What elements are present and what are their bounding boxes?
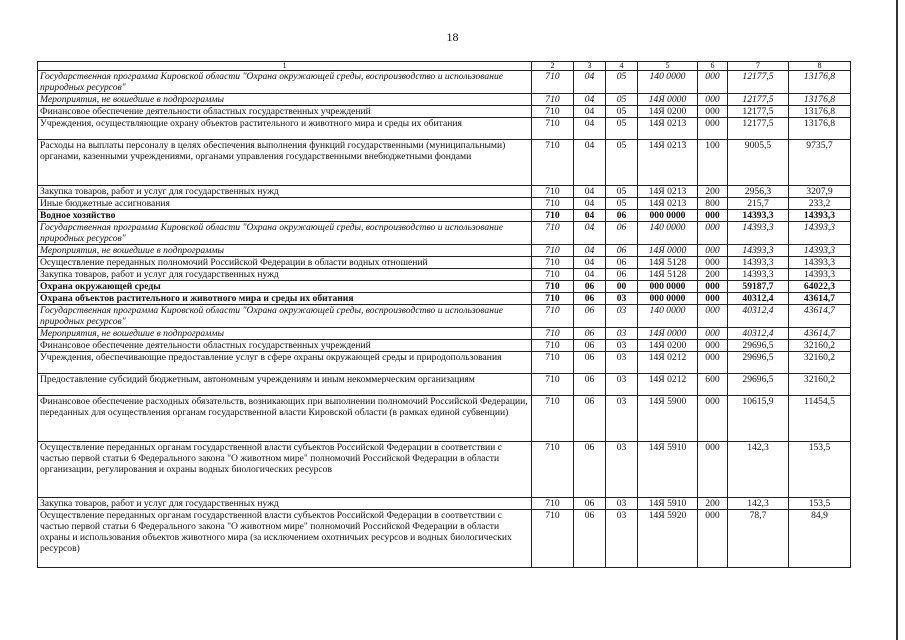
amount-next-cell: 13176,8 xyxy=(789,94,851,106)
subsection-cell: 03 xyxy=(606,352,638,374)
admin-code-cell: 710 xyxy=(532,442,574,498)
table-header-row xyxy=(38,62,851,71)
section-cell: 04 xyxy=(574,210,606,222)
section-cell: 06 xyxy=(574,396,606,442)
admin-code-cell: 710 xyxy=(532,293,574,305)
expense-type-cell: 000 xyxy=(698,396,728,442)
amount-cell: 29696,5 xyxy=(728,374,789,396)
table-row xyxy=(38,257,851,269)
amount-next-cell: 13176,8 xyxy=(789,118,851,140)
amount-next-cell: 14393,3 xyxy=(789,257,851,269)
page-number: 18 xyxy=(446,30,459,44)
amount-cell: 14393,3 xyxy=(728,269,789,281)
section-cell: 04 xyxy=(574,106,606,118)
admin-code-cell: 710 xyxy=(532,94,574,106)
section-cell: 04 xyxy=(574,269,606,281)
expense-type-cell: 200 xyxy=(698,269,728,281)
subsection-cell: 05 xyxy=(606,186,638,198)
row-name-cell: Финансовое обеспечение расходных обязательств, возникающих при выполнении полномочий Российской Федерации, переданных для осуществления органам государственной власти Кировской области (в рамках единой субвенции) xyxy=(38,396,532,442)
expense-type-cell: 000 xyxy=(698,71,728,94)
row-name-cell: Охрана объектов растительного и животного мира и среды их обитания xyxy=(38,293,532,305)
amount-next-cell: 32160,2 xyxy=(789,352,851,374)
amount-next-cell: 233,2 xyxy=(789,198,851,210)
section-cell: 06 xyxy=(574,352,606,374)
admin-code-cell: 710 xyxy=(532,106,574,118)
amount-cell: 78,7 xyxy=(728,510,789,568)
expense-type-cell: 000 xyxy=(698,328,728,340)
section-cell: 04 xyxy=(574,94,606,106)
row-name-cell: Государственная программа Кировской области "Охрана окружающей среды, воспроизводство и использование природных ресурсов" xyxy=(38,305,532,328)
amount-cell: 14393,3 xyxy=(728,222,789,245)
target-code-cell: 14Я 5920 xyxy=(638,510,698,568)
target-code-cell: 14Я 5128 xyxy=(638,269,698,281)
amount-next-cell: 43614,7 xyxy=(789,328,851,340)
subsection-cell: 05 xyxy=(606,71,638,94)
amount-next-cell: 43614,7 xyxy=(789,305,851,328)
row-name-cell: Осуществление переданных органам государственной власти субъектов Российской Федерации в соответствии с частью первой статьи 6 Федерального закона "О животном мире" полномочий Российской Федерации в области организации, регулирования и охраны водных биологических ресурсов xyxy=(38,442,532,498)
subsection-cell: 06 xyxy=(606,245,638,257)
section-cell: 06 xyxy=(574,498,606,510)
target-code-cell: 14Я 5900 xyxy=(638,396,698,442)
amount-cell: 29696,5 xyxy=(728,352,789,374)
amount-cell: 9005,5 xyxy=(728,140,789,186)
table-row xyxy=(38,293,851,305)
expense-type-cell: 100 xyxy=(698,140,728,186)
target-code-cell: 14Я 0213 xyxy=(638,140,698,186)
target-code-cell: 14Я 0213 xyxy=(638,118,698,140)
section-cell: 04 xyxy=(574,140,606,186)
amount-next-cell: 14393,3 xyxy=(789,269,851,281)
subsection-cell: 00 xyxy=(606,281,638,293)
admin-code-cell: 710 xyxy=(532,245,574,257)
admin-code-cell: 710 xyxy=(532,269,574,281)
target-code-cell: 14Я 0000 xyxy=(638,245,698,257)
table-row xyxy=(38,340,851,352)
expense-type-cell: 000 xyxy=(698,257,728,269)
amount-cell: 14393,3 xyxy=(728,210,789,222)
col-header-4: 4 xyxy=(606,62,638,71)
amount-cell: 14393,3 xyxy=(728,245,789,257)
amount-next-cell: 11454,5 xyxy=(789,396,851,442)
expense-type-cell: 000 xyxy=(698,442,728,498)
amount-next-cell: 14393,3 xyxy=(789,222,851,245)
subsection-cell: 06 xyxy=(606,257,638,269)
section-cell: 06 xyxy=(574,328,606,340)
amount-cell: 215,7 xyxy=(728,198,789,210)
subsection-cell: 03 xyxy=(606,374,638,396)
subsection-cell: 05 xyxy=(606,198,638,210)
subsection-cell: 03 xyxy=(606,293,638,305)
target-code-cell: 140 0000 xyxy=(638,305,698,328)
section-cell: 04 xyxy=(574,222,606,245)
target-code-cell: 14Я 5910 xyxy=(638,498,698,510)
table-row xyxy=(38,94,851,106)
target-code-cell: 14Я 0212 xyxy=(638,352,698,374)
admin-code-cell: 710 xyxy=(532,396,574,442)
subsection-cell: 03 xyxy=(606,340,638,352)
table-row xyxy=(38,281,851,293)
row-name-cell: Финансовое обеспечение деятельности областных государственных учреждений xyxy=(38,106,532,118)
expense-type-cell: 000 xyxy=(698,340,728,352)
amount-next-cell: 13176,8 xyxy=(789,106,851,118)
table-row xyxy=(38,498,851,510)
target-code-cell: 14Я 5128 xyxy=(638,257,698,269)
expense-type-cell: 000 xyxy=(698,293,728,305)
table-row xyxy=(38,442,851,498)
amount-cell: 10615,9 xyxy=(728,396,789,442)
col-header-3: 3 xyxy=(574,62,606,71)
table-row xyxy=(38,328,851,340)
target-code-cell: 000 0000 xyxy=(638,210,698,222)
target-code-cell: 140 0000 xyxy=(638,222,698,245)
target-code-cell: 14Я 0200 xyxy=(638,340,698,352)
col-header-6: 6 xyxy=(698,62,728,71)
amount-next-cell: 153,5 xyxy=(789,442,851,498)
row-name-cell: Водное хозяйство xyxy=(38,210,532,222)
amount-next-cell: 32160,2 xyxy=(789,374,851,396)
section-cell: 06 xyxy=(574,281,606,293)
amount-next-cell: 14393,3 xyxy=(789,210,851,222)
budget-table xyxy=(37,61,851,568)
row-name-cell: Иные бюджетные ассигнования xyxy=(38,198,532,210)
target-code-cell: 14Я 0000 xyxy=(638,328,698,340)
admin-code-cell: 710 xyxy=(532,222,574,245)
expense-type-cell: 000 xyxy=(698,281,728,293)
table-row xyxy=(38,305,851,328)
target-code-cell: 14Я 0213 xyxy=(638,186,698,198)
row-name-cell: Государственная программа Кировской области "Охрана окружающей среды, воспроизводство и использование природных ресурсов" xyxy=(38,222,532,245)
section-cell: 04 xyxy=(574,186,606,198)
target-code-cell: 14Я 0212 xyxy=(638,374,698,396)
expense-type-cell: 000 xyxy=(698,245,728,257)
table-row xyxy=(38,374,851,396)
row-name-cell: Осуществление переданных полномочий Российской Федерации в области водных отношений xyxy=(38,257,532,269)
subsection-cell: 03 xyxy=(606,442,638,498)
table-row xyxy=(38,118,851,140)
section-cell: 06 xyxy=(574,442,606,498)
section-cell: 06 xyxy=(574,305,606,328)
table-row xyxy=(38,510,851,568)
table-row xyxy=(38,222,851,245)
subsection-cell: 06 xyxy=(606,269,638,281)
expense-type-cell: 000 xyxy=(698,118,728,140)
section-cell: 04 xyxy=(574,71,606,94)
target-code-cell: 000 0000 xyxy=(638,293,698,305)
section-cell: 06 xyxy=(574,374,606,396)
expense-type-cell: 000 xyxy=(698,305,728,328)
admin-code-cell: 710 xyxy=(532,281,574,293)
admin-code-cell: 710 xyxy=(532,186,574,198)
expense-type-cell: 000 xyxy=(698,510,728,568)
amount-cell: 12177,5 xyxy=(728,94,789,106)
subsection-cell: 06 xyxy=(606,222,638,245)
amount-cell: 29696,5 xyxy=(728,340,789,352)
section-cell: 04 xyxy=(574,118,606,140)
table-row xyxy=(38,269,851,281)
amount-next-cell: 3207,9 xyxy=(789,186,851,198)
amount-next-cell: 153,5 xyxy=(789,498,851,510)
admin-code-cell: 710 xyxy=(532,352,574,374)
amount-next-cell: 43614,7 xyxy=(789,293,851,305)
expense-type-cell: 600 xyxy=(698,374,728,396)
row-name-cell: Государственная программа Кировской области "Охрана окружающей среды, воспроизводство и использование природных ресурсов" xyxy=(38,71,532,94)
amount-next-cell: 14393,3 xyxy=(789,245,851,257)
amount-cell: 142,3 xyxy=(728,498,789,510)
section-cell: 04 xyxy=(574,257,606,269)
expense-type-cell: 800 xyxy=(698,198,728,210)
admin-code-cell: 710 xyxy=(532,140,574,186)
admin-code-cell: 710 xyxy=(532,340,574,352)
amount-next-cell: 9735,7 xyxy=(789,140,851,186)
target-code-cell: 14Я 0000 xyxy=(638,94,698,106)
subsection-cell: 03 xyxy=(606,396,638,442)
admin-code-cell: 710 xyxy=(532,257,574,269)
target-code-cell: 140 0000 xyxy=(638,71,698,94)
admin-code-cell: 710 xyxy=(532,328,574,340)
row-name-cell: Учреждения, обеспечивающие предоставление услуг в сфере охраны окружающей среды и природопользования xyxy=(38,352,532,374)
col-header-5: 5 xyxy=(638,62,698,71)
row-name-cell: Расходы на выплаты персоналу в целях обеспечения выполнения функций государственными (муниципальными) органами, казенными учреждениями, органами управления государственными внебюджетными фондами xyxy=(38,140,532,186)
amount-cell: 2956,3 xyxy=(728,186,789,198)
table-row xyxy=(38,198,851,210)
col-header-7: 7 xyxy=(728,62,789,71)
admin-code-cell: 710 xyxy=(532,118,574,140)
amount-next-cell: 13176,8 xyxy=(789,71,851,94)
subsection-cell: 05 xyxy=(606,94,638,106)
row-name-cell: Финансовое обеспечение деятельности областных государственных учреждений xyxy=(38,340,532,352)
amount-cell: 12177,5 xyxy=(728,106,789,118)
section-cell: 04 xyxy=(574,245,606,257)
admin-code-cell: 710 xyxy=(532,374,574,396)
subsection-cell: 05 xyxy=(606,106,638,118)
target-code-cell: 14Я 0200 xyxy=(638,106,698,118)
row-name-cell: Мероприятия, не вошедшие в подпрограммы xyxy=(38,245,532,257)
amount-cell: 40312,4 xyxy=(728,328,789,340)
table-row xyxy=(38,396,851,442)
row-name-cell: Учреждения, осуществляющие охрану объектов растительного и животного мира и среды их обитания xyxy=(38,118,532,140)
amount-next-cell: 64022,3 xyxy=(789,281,851,293)
expense-type-cell: 000 xyxy=(698,94,728,106)
admin-code-cell: 710 xyxy=(532,510,574,568)
row-name-cell: Предоставление субсидий бюджетным, автономным учреждениям и иным некоммерческим организациям xyxy=(38,374,532,396)
row-name-cell: Мероприятия, не вошедшие в подпрограммы xyxy=(38,328,532,340)
row-name-cell: Мероприятия, не вошедшие в подпрограммы xyxy=(38,94,532,106)
amount-cell: 12177,5 xyxy=(728,118,789,140)
table-row xyxy=(38,210,851,222)
row-name-cell: Закупка товаров, работ и услуг для государственных нужд xyxy=(38,498,532,510)
amount-cell: 40312,4 xyxy=(728,293,789,305)
amount-next-cell: 84,9 xyxy=(789,510,851,568)
section-cell: 06 xyxy=(574,340,606,352)
row-name-cell: Закупка товаров, работ и услуг для государственных нужд xyxy=(38,269,532,281)
admin-code-cell: 710 xyxy=(532,198,574,210)
target-code-cell: 000 0000 xyxy=(638,281,698,293)
subsection-cell: 05 xyxy=(606,118,638,140)
table-row xyxy=(38,106,851,118)
subsection-cell: 06 xyxy=(606,210,638,222)
section-cell: 06 xyxy=(574,293,606,305)
admin-code-cell: 710 xyxy=(532,498,574,510)
amount-cell: 12177,5 xyxy=(728,71,789,94)
expense-type-cell: 000 xyxy=(698,106,728,118)
admin-code-cell: 710 xyxy=(532,210,574,222)
page-edge-line xyxy=(896,0,898,640)
table-row xyxy=(38,352,851,374)
section-cell: 06 xyxy=(574,510,606,568)
table-row xyxy=(38,71,851,94)
subsection-cell: 03 xyxy=(606,498,638,510)
row-name-cell: Закупка товаров, работ и услуг для государственных нужд xyxy=(38,186,532,198)
table-row xyxy=(38,245,851,257)
row-name-cell: Осуществление переданных органам государственной власти субъектов Российской Федерации в соответствии с частью первой статьи 6 Федерального закона "О животном мире" полномочий Российской Федерации в области охраны и использования объектов животного мира (за исключением охотничьих ресурсов и водных биологических ресурсов) xyxy=(38,510,532,568)
admin-code-cell: 710 xyxy=(532,305,574,328)
col-header-1: 1 xyxy=(38,62,532,71)
amount-cell: 40312,4 xyxy=(728,305,789,328)
amount-cell: 59187,7 xyxy=(728,281,789,293)
subsection-cell: 03 xyxy=(606,510,638,568)
subsection-cell: 03 xyxy=(606,328,638,340)
table-row xyxy=(38,140,851,186)
col-header-2: 2 xyxy=(532,62,574,71)
expense-type-cell: 000 xyxy=(698,352,728,374)
admin-code-cell: 710 xyxy=(532,71,574,94)
target-code-cell: 14Я 0213 xyxy=(638,198,698,210)
expense-type-cell: 000 xyxy=(698,222,728,245)
row-name-cell: Охрана окружающей среды xyxy=(38,281,532,293)
expense-type-cell: 200 xyxy=(698,186,728,198)
subsection-cell: 03 xyxy=(606,305,638,328)
amount-cell: 142,3 xyxy=(728,442,789,498)
table-row xyxy=(38,186,851,198)
amount-next-cell: 32160,2 xyxy=(789,340,851,352)
expense-type-cell: 200 xyxy=(698,498,728,510)
col-header-8: 8 xyxy=(789,62,851,71)
section-cell: 04 xyxy=(574,198,606,210)
target-code-cell: 14Я 5910 xyxy=(638,442,698,498)
expense-type-cell: 000 xyxy=(698,210,728,222)
subsection-cell: 05 xyxy=(606,140,638,186)
amount-cell: 14393,3 xyxy=(728,257,789,269)
